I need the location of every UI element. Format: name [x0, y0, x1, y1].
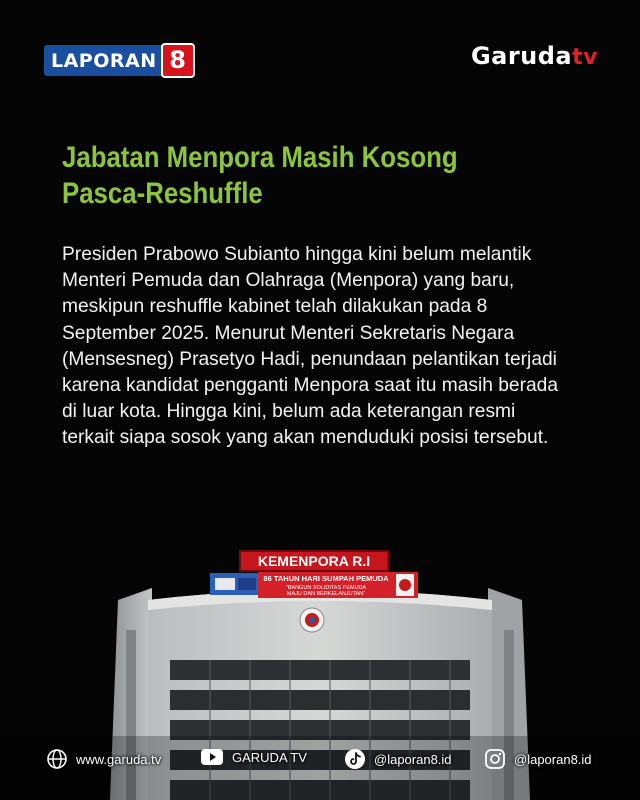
footer-instagram-text: @laporan8.id	[514, 751, 592, 767]
kemenpora-emblem	[300, 608, 324, 632]
tiktok-icon	[344, 748, 366, 770]
footer-tiktok[interactable]	[344, 748, 452, 770]
laporan-logo-word: LAPORAN	[44, 45, 163, 76]
youtube-icon	[200, 748, 224, 766]
laporan8-logo	[44, 43, 195, 78]
banner-line-2: "BANGUN SOLIDITAS PEMUDA	[285, 585, 367, 591]
footer-website[interactable]	[46, 748, 161, 770]
globe-icon	[46, 748, 68, 770]
garudatv-logo	[471, 42, 598, 70]
footer-instagram[interactable]	[484, 748, 592, 770]
article-title-line-1: Jabatan Menpora Masih Kosong	[62, 141, 458, 174]
laporan-logo-number: 8	[161, 43, 195, 78]
instagram-icon	[484, 748, 506, 770]
rooftop-blue-panel	[210, 573, 260, 595]
article-title-line-2: Pasca-Reshuffle	[62, 177, 263, 210]
banner-line-1: 86 TAHUN HARI SUMPAH PEMUDA	[263, 574, 389, 583]
footer-youtube[interactable]	[200, 748, 307, 766]
footer-website-text: www.garuda.tv	[76, 751, 162, 767]
garuda-logo-tv: tv	[572, 45, 598, 70]
banner-line-3: MAJU DAN BERKELANJUTAN"	[286, 591, 366, 597]
article-body: Presiden Prabowo Subianto hingga kini belum melantik Menteri Pemuda dan Olahraga (Menpora) yang baru, meskipun reshuffle kabinet telah dilakukan pada 8 September 2025. Menurut Menteri Sekretaris Negara (Mensesneg) Prasetyo Hadi, penundaan pelantikan terjadi karena kandidat pengganti Menpora saat itu masih berada di luar kota. Hingga kini, belum ada keterangan resmi terkait siapa sosok yang akan menduduki posisi tersebut.	[62, 244, 559, 449]
garuda-logo-word: Garuda	[470, 42, 573, 70]
footer-tiktok-text: @laporan8.id	[374, 751, 452, 767]
footer-youtube-text: GARUDA TV	[232, 749, 307, 765]
kemenpora-sign-text: KEMENPORA R.I	[257, 553, 371, 569]
article-title	[62, 140, 578, 212]
social-footer	[0, 742, 640, 778]
